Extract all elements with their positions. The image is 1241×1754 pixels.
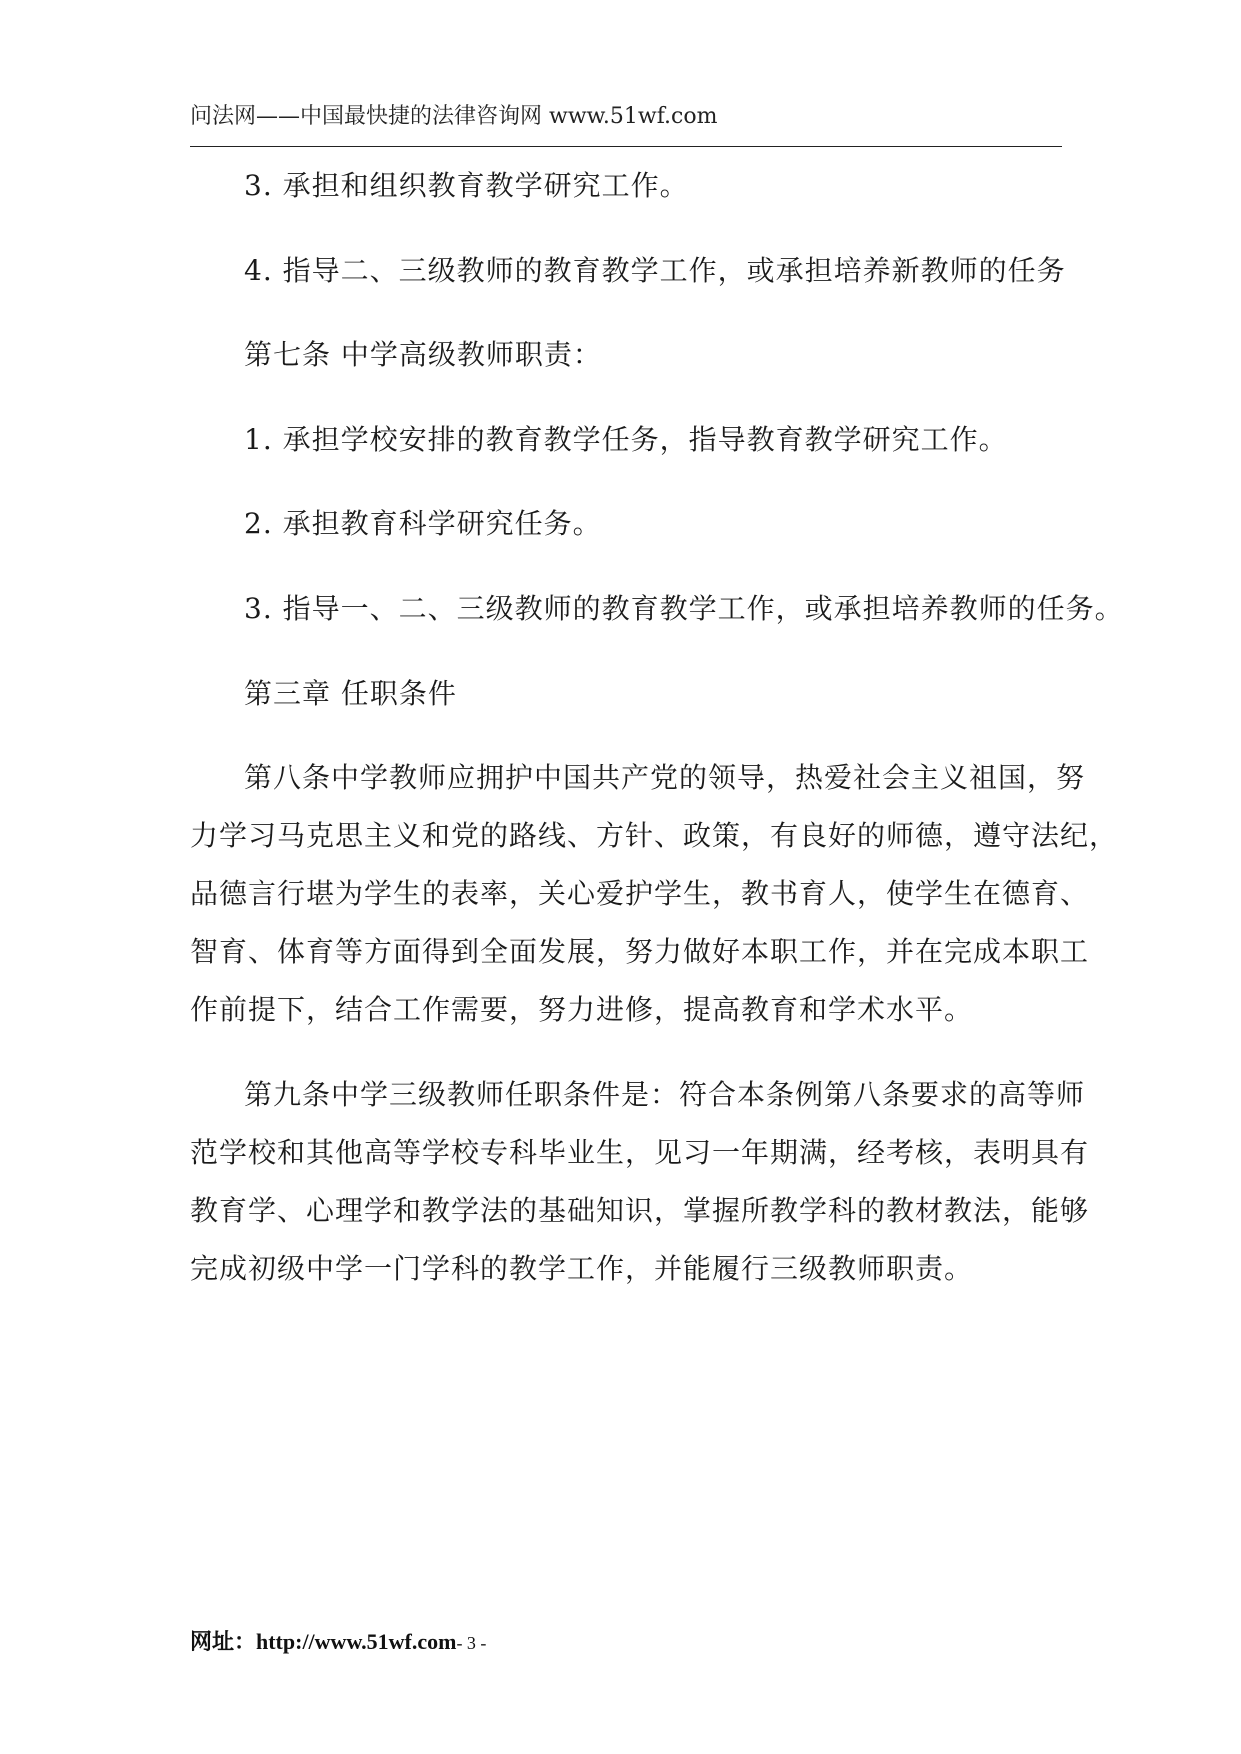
article-9-line: 第九条中学三级教师任职条件是：符合本条例第八条要求的高等师 [244,1078,1086,1111]
article-8-line: 第八条中学教师应拥护中国共产党的领导，热爱社会主义祖国，努 [244,761,1086,794]
article-7-item-1: 1. 承担学校安排的教育教学任务，指导教育教学研究工作。 [244,423,1008,456]
page-number: - 3 - [456,1633,487,1653]
article-9-line: 教育学、心理学和教学法的基础知识，掌握所教学科的教材教法，能够 [190,1194,1090,1227]
page-footer [190,1625,486,1656]
header-divider [190,146,1062,147]
article-8-line: 作前提下，结合工作需要，努力进修，提高教育和学术水平。 [190,993,974,1026]
article-7-item-2: 2. 承担教育科学研究任务。 [244,507,602,540]
article-8-line: 力学习马克思主义和党的路线、方针、政策，有良好的师德，遵守法纪， [190,819,1119,852]
chapter-3-heading: 第三章 任职条件 [244,677,457,710]
page-header: 问法网——中国最快捷的法律咨询网 www.51wf.com [190,104,718,129]
item-4-guidance: 4. 指导二、三级教师的教育教学工作，或承担培养新教师的任务 [244,254,1066,287]
footer-website: 网址：http://www.51wf.com [190,1629,457,1654]
article-9-line: 范学校和其他高等学校专科毕业生，见习一年期满，经考核，表明具有 [190,1136,1090,1169]
article-7-heading: 第七条 中学高级教师职责： [244,338,602,371]
article-8-line: 品德言行堪为学生的表率，关心爱护学生，教书育人，使学生在德育、 [190,877,1090,910]
article-7-item-3: 3. 指导一、二、三级教师的教育教学工作，或承担培养教师的任务。 [244,592,1124,625]
item-3-research: 3. 承担和组织教育教学研究工作。 [244,169,689,202]
article-9-line: 完成初级中学一门学科的教学工作，并能履行三级教师职责。 [190,1252,974,1285]
article-8-line: 智育、体育等方面得到全面发展，努力做好本职工作，并在完成本职工 [190,935,1090,968]
